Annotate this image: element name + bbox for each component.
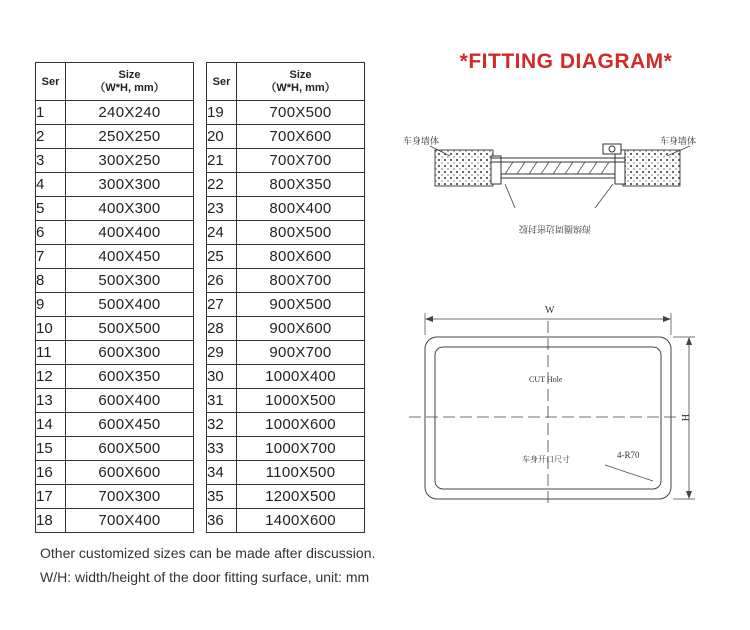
table-row xyxy=(36,269,194,293)
ser-cell: 3 xyxy=(36,149,66,173)
ser-cell: 34 xyxy=(207,461,237,485)
ser-cell: 9 xyxy=(36,293,66,317)
size-cell: 800X500 xyxy=(237,221,365,245)
ser-cell: 21 xyxy=(207,149,237,173)
fitting-diagram-title: *FITTING DIAGRAM* xyxy=(459,50,673,73)
ser-cell: 23 xyxy=(207,197,237,221)
table-row xyxy=(36,461,194,485)
ser-cell: 6 xyxy=(36,221,66,245)
table-row xyxy=(36,413,194,437)
size-cell: 600X400 xyxy=(66,389,194,413)
table-row xyxy=(207,101,365,125)
size-cell: 1400X600 xyxy=(237,509,365,533)
size-cell: 600X350 xyxy=(66,365,194,389)
size-header-line1: Size xyxy=(289,68,312,81)
table-row xyxy=(207,509,365,533)
size-cell: 1000X700 xyxy=(237,437,365,461)
table-row xyxy=(207,293,365,317)
table-row xyxy=(207,269,365,293)
size-cell: 240X240 xyxy=(66,101,194,125)
size-cell: 250X250 xyxy=(66,125,194,149)
table-header-row xyxy=(207,63,365,101)
ser-cell: 7 xyxy=(36,245,66,269)
size-cell: 800X700 xyxy=(237,269,365,293)
ser-cell: 15 xyxy=(36,437,66,461)
ser-cell: 33 xyxy=(207,437,237,461)
height-label: H xyxy=(679,414,690,422)
ser-cell: 36 xyxy=(207,509,237,533)
size-cell: 300X250 xyxy=(66,149,194,173)
ser-column-header: Ser xyxy=(36,63,66,101)
table-row xyxy=(36,125,194,149)
size-header-line1: Size xyxy=(118,68,141,81)
table-row xyxy=(207,389,365,413)
ser-cell: 30 xyxy=(207,365,237,389)
size-header-line2: （W*H, mm） xyxy=(265,81,336,94)
size-cell: 700X300 xyxy=(66,485,194,509)
ser-cell: 24 xyxy=(207,221,237,245)
table-row xyxy=(36,437,194,461)
ser-cell: 20 xyxy=(207,125,237,149)
size-cell: 700X500 xyxy=(237,101,365,125)
size-cell: 1200X500 xyxy=(237,485,365,509)
ser-cell: 18 xyxy=(36,509,66,533)
ser-cell: 8 xyxy=(36,269,66,293)
table-row xyxy=(36,509,194,533)
table-row xyxy=(207,413,365,437)
size-column-header xyxy=(66,63,194,101)
table-row xyxy=(36,485,194,509)
ser-cell: 22 xyxy=(207,173,237,197)
table-row xyxy=(207,173,365,197)
ser-cell: 4 xyxy=(36,173,66,197)
size-cell: 1100X500 xyxy=(237,461,365,485)
dimension-arrows xyxy=(425,316,692,499)
table-row xyxy=(207,437,365,461)
size-cell: 900X500 xyxy=(237,293,365,317)
size-cell: 500X300 xyxy=(66,269,194,293)
table-row xyxy=(207,461,365,485)
table-row xyxy=(207,485,365,509)
ser-column-header: Ser xyxy=(207,63,237,101)
ser-cell: 29 xyxy=(207,341,237,365)
table-row xyxy=(36,197,194,221)
cut-hole-label: CUT Hole xyxy=(529,375,563,384)
ser-cell: 11 xyxy=(36,341,66,365)
ser-cell: 32 xyxy=(207,413,237,437)
table-row xyxy=(36,389,194,413)
door-panel-hatch xyxy=(505,162,609,174)
ser-cell: 31 xyxy=(207,389,237,413)
table-header-row xyxy=(36,63,194,101)
size-cell: 700X400 xyxy=(66,509,194,533)
table-row xyxy=(207,125,365,149)
size-cell: 500X400 xyxy=(66,293,194,317)
table-row xyxy=(207,149,365,173)
table-row xyxy=(207,365,365,389)
size-cell: 800X600 xyxy=(237,245,365,269)
table-row xyxy=(36,245,194,269)
ser-cell: 16 xyxy=(36,461,66,485)
size-cell: 500X500 xyxy=(66,317,194,341)
size-cell: 400X450 xyxy=(66,245,194,269)
size-cell: 700X700 xyxy=(237,149,365,173)
size-cell: 1000X500 xyxy=(237,389,365,413)
size-cell: 600X500 xyxy=(66,437,194,461)
table-row xyxy=(207,245,365,269)
table-row xyxy=(207,197,365,221)
size-cell: 800X350 xyxy=(237,173,365,197)
size-cell: 400X400 xyxy=(66,221,194,245)
size-column-header xyxy=(237,63,365,101)
size-cell: 600X600 xyxy=(66,461,194,485)
size-cell: 600X300 xyxy=(66,341,194,365)
size-cell: 1000X400 xyxy=(237,365,365,389)
ser-cell: 13 xyxy=(36,389,66,413)
ser-cell: 26 xyxy=(207,269,237,293)
size-cell: 1000X600 xyxy=(237,413,365,437)
size-cell: 900X600 xyxy=(237,317,365,341)
ser-cell: 25 xyxy=(207,245,237,269)
right-wall-section xyxy=(623,150,680,186)
size-cell: 600X450 xyxy=(66,413,194,437)
table-row xyxy=(207,317,365,341)
custom-sizes-note: Other customized sizes can be made after discussion. xyxy=(40,545,376,561)
table-row xyxy=(36,365,194,389)
ser-cell: 19 xyxy=(207,101,237,125)
ser-cell: 10 xyxy=(36,317,66,341)
ser-cell: 17 xyxy=(36,485,66,509)
table-row xyxy=(36,221,194,245)
width-label: W xyxy=(545,305,555,316)
size-table-left xyxy=(35,62,194,533)
table-row xyxy=(36,173,194,197)
ser-cell: 27 xyxy=(207,293,237,317)
size-header-line2: （W*H, mm） xyxy=(94,81,165,94)
section-label-bottom: 海绵圈周边密封胶 xyxy=(518,224,591,234)
table-row xyxy=(36,101,194,125)
size-cell: 900X700 xyxy=(237,341,365,365)
table-row xyxy=(207,341,365,365)
opening-size-label: 车身开口尺寸 xyxy=(522,455,570,464)
table-row xyxy=(36,293,194,317)
ser-cell: 12 xyxy=(36,365,66,389)
dimension-definition-note: W/H: width/height of the door fitting surface, unit: mm xyxy=(40,569,370,585)
table-row xyxy=(36,317,194,341)
table-row xyxy=(36,149,194,173)
section-label-left: 车身墙体 xyxy=(403,136,440,146)
ser-cell: 1 xyxy=(36,101,66,125)
size-cell: 700X600 xyxy=(237,125,365,149)
plan-view-diagram xyxy=(405,295,705,515)
radius-label: 4-R70 xyxy=(617,450,640,460)
size-table-right xyxy=(206,62,365,533)
ser-cell: 5 xyxy=(36,197,66,221)
cross-section-diagram xyxy=(395,128,720,248)
size-cell: 400X300 xyxy=(66,197,194,221)
size-cell: 800X400 xyxy=(237,197,365,221)
ser-cell: 14 xyxy=(36,413,66,437)
section-label-right: 车身墙体 xyxy=(660,136,697,146)
left-wall-section xyxy=(435,150,493,186)
ser-cell: 28 xyxy=(207,317,237,341)
ser-cell: 35 xyxy=(207,485,237,509)
table-row xyxy=(36,341,194,365)
door-frame-section xyxy=(491,144,625,184)
table-row xyxy=(207,221,365,245)
size-cell: 300X300 xyxy=(66,173,194,197)
ser-cell: 2 xyxy=(36,125,66,149)
